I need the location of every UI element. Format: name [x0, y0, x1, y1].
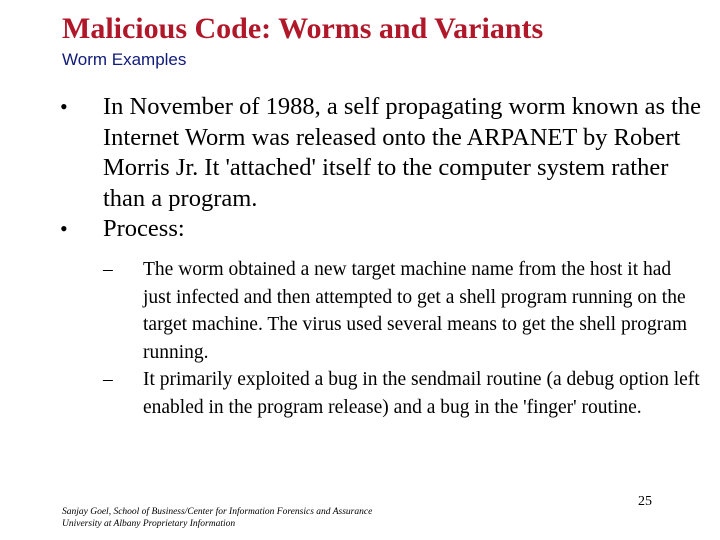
bullet-list — [60, 92, 705, 245]
slide-footer — [62, 506, 372, 530]
footer-line-1: Sanjay Goel, School of Business/Center for Information Forensics and Assurance — [62, 507, 373, 517]
bullet-marker: • — [60, 216, 68, 241]
bullet-item — [60, 92, 705, 214]
page-number: 25 — [638, 494, 652, 509]
bullet-marker: • — [60, 94, 68, 119]
sub-bullet-list — [103, 256, 703, 421]
sub-bullet-item — [103, 256, 703, 366]
sub-bullet-text: The worm obtained a new target machine name from the host it had just infected and then attempted to get a shell program running on the target machine. The virus used several means to get the shell program running. — [143, 259, 688, 363]
sub-bullet-text: It primarily exploited a bug in the sendmail routine (a debug option left enabled in the program release) and a bug in the 'finger' routine. — [143, 369, 700, 418]
sub-bullet-marker: – — [103, 259, 113, 280]
bullet-item — [60, 214, 705, 245]
sub-bullet-marker: – — [103, 369, 113, 390]
slide-title: Malicious Code: Worms and Variants — [62, 12, 544, 45]
sub-bullet-item — [103, 366, 703, 421]
slide-subtitle: Worm Examples — [62, 50, 187, 69]
bullet-text: In November of 1988, a self propagating worm known as the Internet Worm was released onto the ARPANET by Robert Morris Jr. It 'attached' itself to the computer system rather than a program. — [103, 93, 702, 212]
bullet-text: Process: — [103, 215, 185, 242]
footer-line-2: University at Albany Proprietary Information — [62, 519, 236, 529]
